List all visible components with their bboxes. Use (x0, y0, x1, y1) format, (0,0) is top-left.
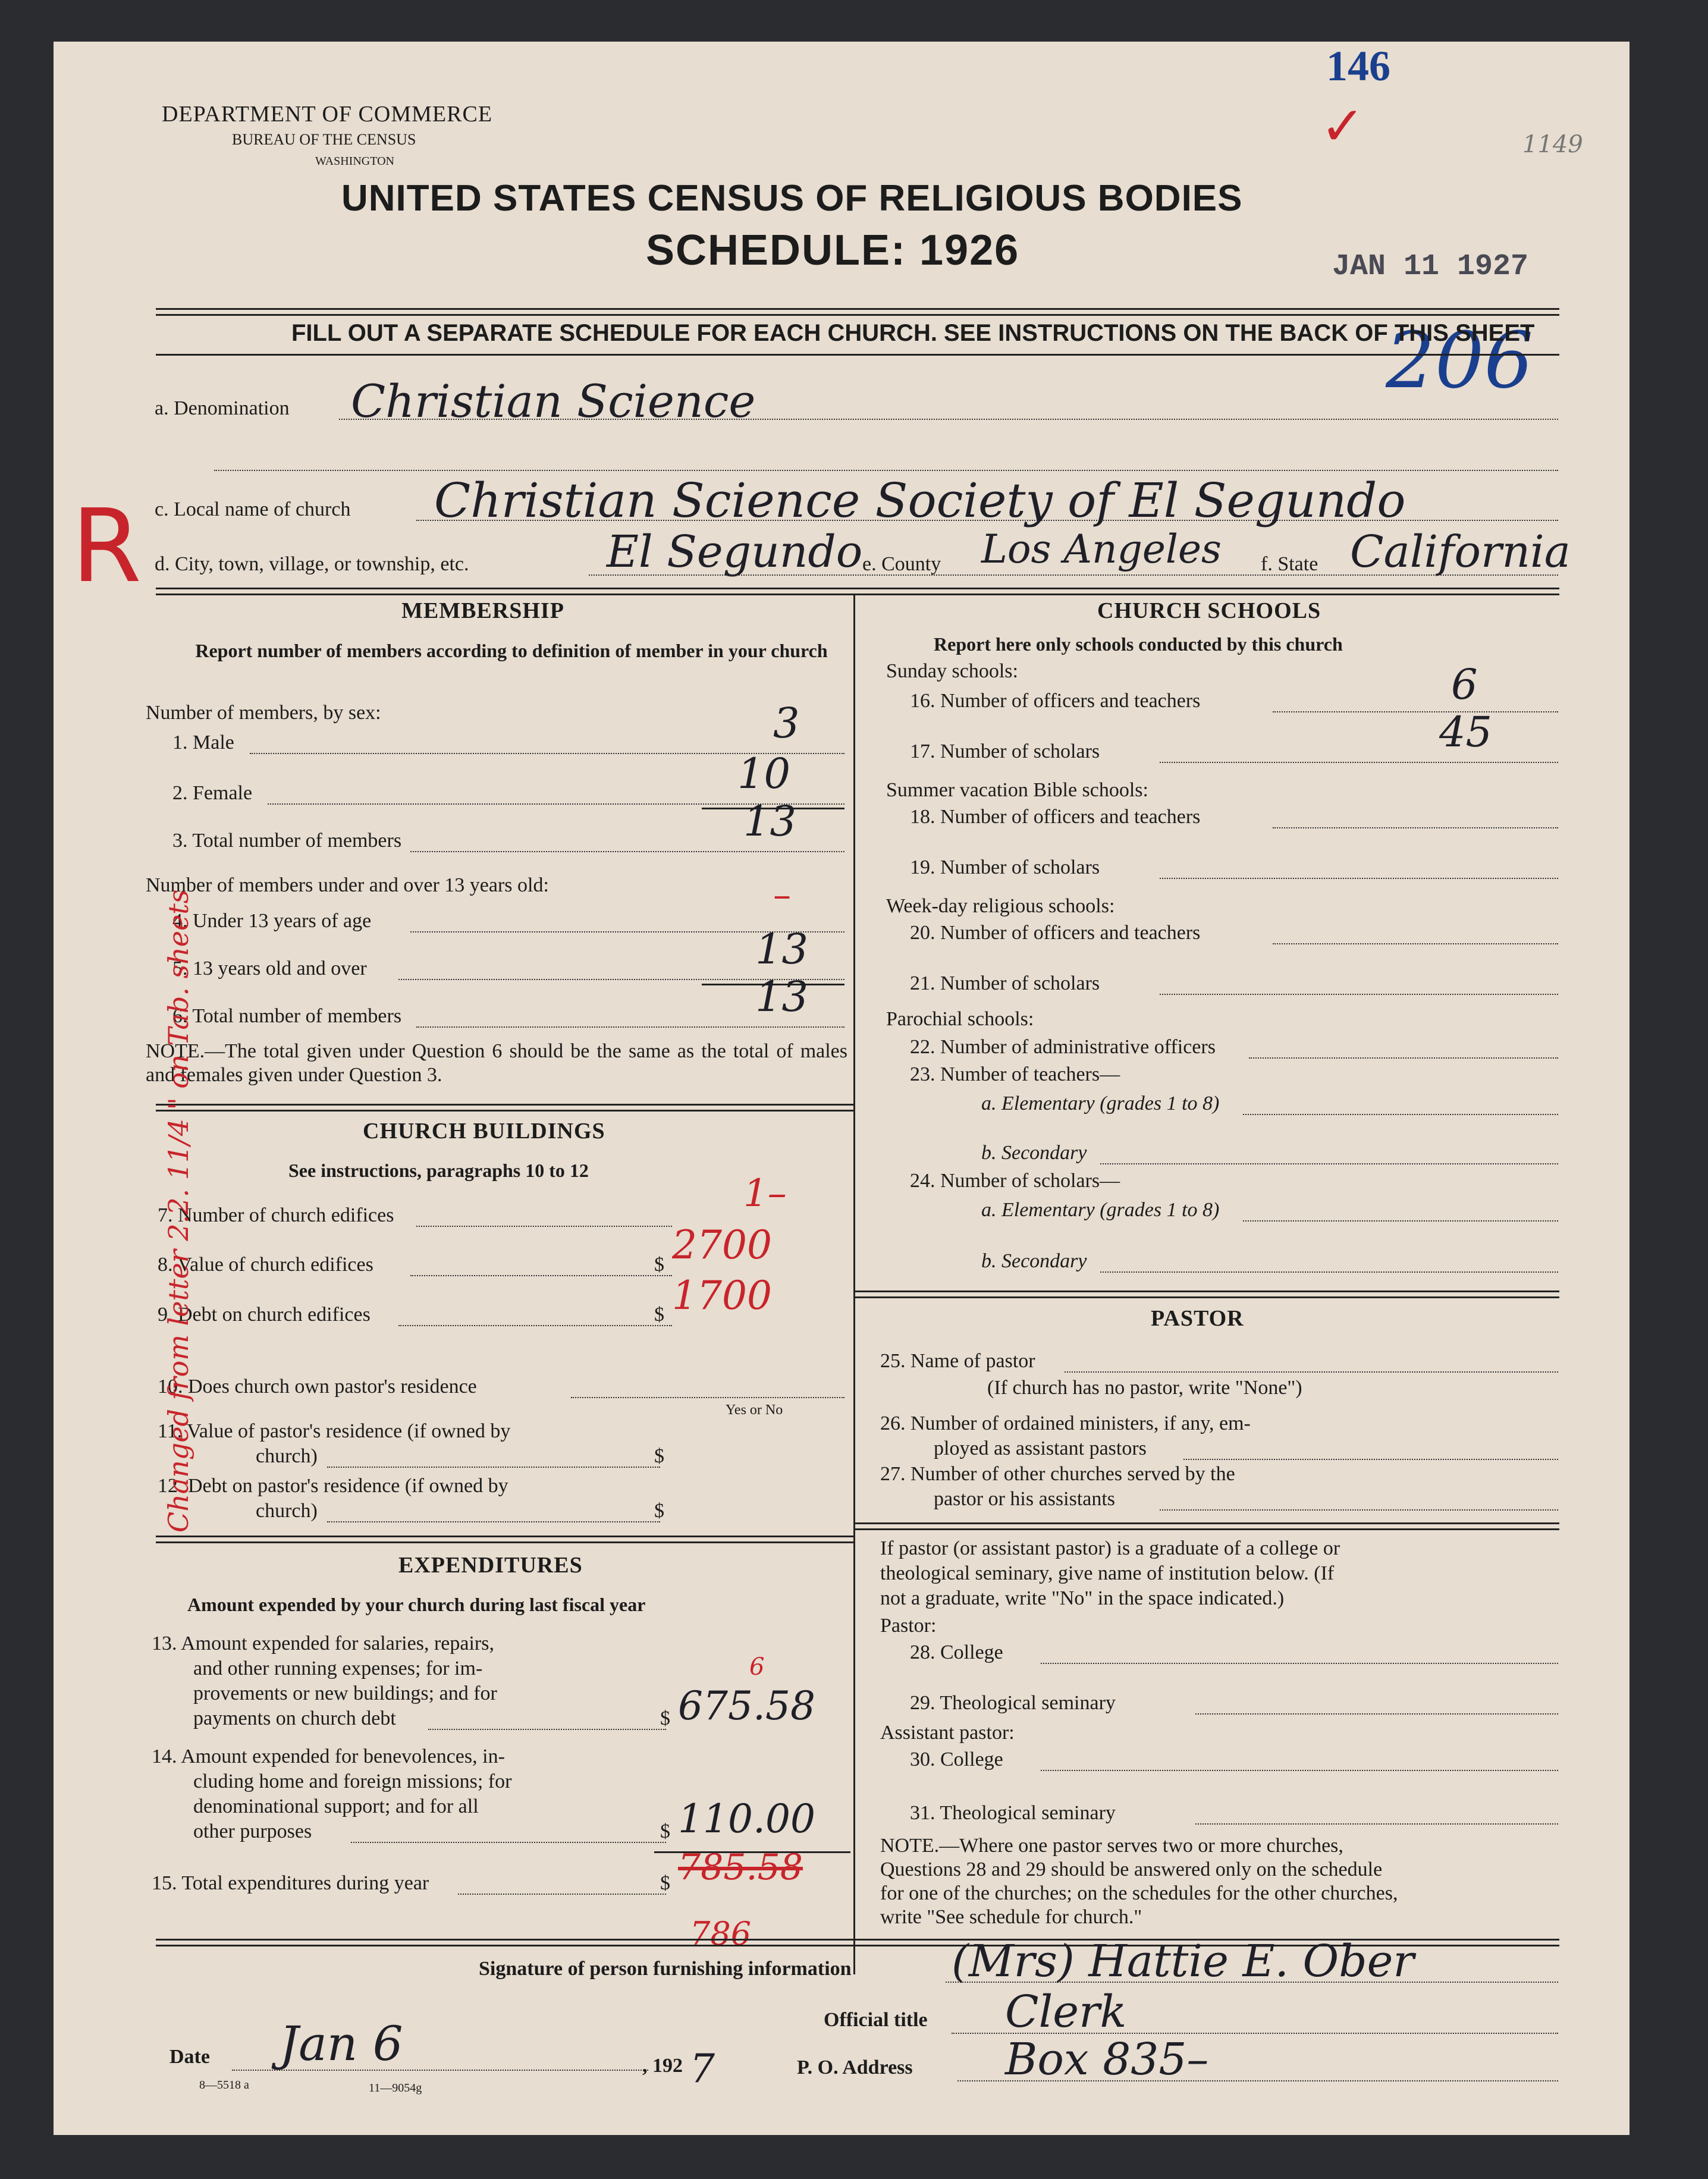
q3-value: 13 (743, 797, 797, 846)
q1-value: 3 (773, 699, 800, 748)
q13-line-4: payments on church debt (193, 1707, 396, 1729)
state-label: f. State (1261, 553, 1318, 575)
check-mark-icon: ✓ (1320, 95, 1365, 158)
margin-note: Changed from letter 2.2. 11/4 " on Tab. sheets (162, 889, 194, 1533)
q16-value: 6 (1451, 660, 1478, 709)
county-label: e. County (862, 553, 941, 575)
q13-line-2: and other running expenses; for im- (193, 1657, 483, 1679)
q19-label: 19. Number of scholars (910, 856, 1100, 878)
q24a-label: a. Elementary (grades 1 to 8) (981, 1199, 1220, 1221)
church-name-label: c. Local name of church (155, 498, 351, 520)
membership-title: MEMBERSHIP (401, 598, 564, 623)
q15-value: 785.58 (678, 1847, 803, 1888)
q8-dollar: $ (654, 1254, 664, 1276)
summer-label: Summer vacation Bible schools: (886, 779, 1148, 801)
q4-label: 4. Under 13 years of age (172, 910, 372, 932)
received-date-stamp: JAN 11 1927 (1332, 250, 1529, 284)
q21-label: 21. Number of scholars (910, 972, 1100, 994)
q14-line-1: 14. Amount expended for benevolences, in- (152, 1745, 505, 1767)
q23a-label: a. Elementary (grades 1 to 8) (981, 1092, 1220, 1114)
q6-value: 13 (755, 972, 809, 1021)
yes-no-hint: Yes or No (726, 1402, 783, 1418)
po-address-value: Box 835– (1005, 2034, 1209, 2085)
age-intro: Number of members under and over 13 years old: (146, 874, 549, 896)
schools-intro: Report here only schools conducted by this church (934, 633, 1343, 655)
q5-value: 13 (755, 925, 809, 974)
census-schedule-page (54, 42, 1629, 2135)
q18-label: 18. Number of officers and teachers (910, 806, 1201, 828)
county-value: Los Angeles (981, 526, 1222, 572)
expenditures-title: EXPENDITURES (398, 1553, 583, 1578)
q2-value: 10 (737, 749, 791, 798)
year-value: 7 (690, 2046, 715, 2092)
q12-label-2: church) (256, 1500, 318, 1522)
church-name-value: Christian Science Society of El Segundo (434, 473, 1406, 528)
q14-value: 110.00 (678, 1796, 815, 1842)
q13-value: 675.58 (678, 1683, 815, 1729)
q2-label: 2. Female (172, 782, 253, 804)
q10-label: 10. Does church own pastor's residence (158, 1376, 477, 1398)
q4-value: – (773, 874, 791, 916)
q27-label-2: pastor or his assistants (934, 1488, 1116, 1510)
q8-label: 8. Value of church edifices (158, 1254, 373, 1276)
q8-value: 2700 (672, 1222, 772, 1268)
q12-label: 12. Debt on pastor's residence (if owned by (158, 1475, 508, 1497)
city-heading: WASHINGTON (315, 155, 394, 168)
membership-note: NOTE.—The total given under Question 6 should be the same as the total of males and females given under Question 3. (146, 1040, 847, 1086)
q14-line-3: denominational support; and for all (193, 1795, 479, 1817)
grad-line-1: If pastor (or assistant pastor) is a graduate of a college or (880, 1537, 1340, 1559)
form-number: 146 (1326, 42, 1390, 90)
q17-value: 45 (1439, 708, 1493, 756)
q25-note: (If church has no pastor, write "None") (987, 1377, 1302, 1399)
q1-label: 1. Male (172, 731, 234, 753)
official-title-label: Official title (824, 2009, 928, 2031)
q22-label: 22. Number of administrative officers (910, 1036, 1216, 1058)
fill-instruction: FILL OUT A SEPARATE SCHEDULE FOR EACH CHURCH. SEE INSTRUCTIONS ON THE BACK OF THIS SHEET (291, 320, 1535, 346)
q23-label: 23. Number of teachers— (910, 1063, 1120, 1085)
membership-intro: Report number of members according to definition of member in your church (195, 640, 828, 661)
expenditures-intro: Amount expended by your church during last fiscal year (187, 1594, 646, 1615)
q15-dollar: $ (660, 1872, 670, 1894)
pastor-note-4: write "See schedule for church." (880, 1906, 1142, 1928)
buildings-title: CHURCH BUILDINGS (363, 1119, 605, 1144)
q29-label: 29. Theological seminary (910, 1692, 1116, 1714)
q31-label: 31. Theological seminary (910, 1802, 1116, 1824)
pastor-note-1: NOTE.—Where one pastor serves two or more churches, (880, 1835, 1343, 1857)
official-title-value: Clerk (1005, 1986, 1127, 2037)
signature-value: (Mrs) Hattie E. Ober (952, 1936, 1414, 1987)
q24b-label: b. Secondary (981, 1250, 1087, 1272)
parochial-label: Parochial schools: (886, 1008, 1034, 1030)
q23b-label: b. Secondary (981, 1142, 1087, 1164)
form-code: 8—5518 a (199, 2078, 249, 2092)
q14-dollar: $ (660, 1820, 670, 1842)
denomination-value: Christian Science (351, 375, 756, 428)
q13-dollar: $ (660, 1707, 670, 1729)
weekday-label: Week-day religious schools: (886, 895, 1115, 917)
schools-title: CHURCH SCHOOLS (1097, 598, 1321, 623)
q11-label: 11. Value of pastor's residence (if owned by (158, 1420, 511, 1442)
asst-pastor-label: Assistant pastor: (880, 1722, 1015, 1744)
q5-label: 5. 13 years old and over (172, 957, 367, 979)
q13-line-3: provements or new buildings; and for (193, 1682, 497, 1704)
q13-correction: 6 (749, 1653, 765, 1681)
sunday-label: Sunday schools: (886, 660, 1018, 682)
q12-dollar: $ (654, 1500, 664, 1522)
form-subtitle: SCHEDULE: 1926 (646, 227, 1020, 274)
q14-line-2: cluding home and foreign missions; for (193, 1770, 512, 1792)
q15-correction: 786 (690, 1915, 752, 1952)
q7-label: 7. Number of church edifices (158, 1204, 394, 1226)
q11-dollar: $ (654, 1445, 664, 1467)
q9-dollar: $ (654, 1304, 664, 1326)
q27-label: 27. Number of other churches served by the (880, 1463, 1235, 1485)
q11-label-2: church) (256, 1445, 318, 1467)
q17-label: 17. Number of scholars (910, 740, 1100, 762)
grad-line-2: theological seminary, give name of institution below. (If (880, 1562, 1335, 1584)
signature-label: Signature of person furnishing information (479, 1958, 852, 1980)
q6-label: 6. Total number of members (172, 1005, 402, 1027)
city-label: d. City, town, village, or township, etc. (155, 553, 469, 575)
q26-label-2: ployed as assistant pastors (934, 1437, 1147, 1459)
pastor-label: Pastor: (880, 1615, 937, 1637)
q16-label: 16. Number of officers and teachers (910, 690, 1201, 712)
q13-line-1: 13. Amount expended for salaries, repairs, (152, 1632, 494, 1654)
q20-label: 20. Number of officers and teachers (910, 922, 1201, 944)
q26-label: 26. Number of ordained ministers, if any, em- (880, 1412, 1251, 1434)
q15-label: 15. Total expenditures during year (152, 1872, 429, 1894)
denomination-label: a. Denomination (155, 397, 290, 419)
bureau-heading: BUREAU OF THE CENSUS (232, 131, 416, 148)
corner-number: 1149 (1522, 131, 1583, 158)
state-value: California (1350, 526, 1571, 577)
by-sex-label: Number of members, by sex: (146, 702, 381, 724)
q14-line-4: other purposes (193, 1820, 312, 1842)
q30-label: 30. College (910, 1748, 1003, 1770)
date-label: Date (169, 2046, 210, 2068)
q25-label: 25. Name of pastor (880, 1350, 1035, 1372)
pastor-note-3: for one of the churches; on the schedules for the other churches, (880, 1882, 1398, 1904)
buildings-intro: See instructions, paragraphs 10 to 12 (288, 1160, 589, 1181)
department-heading: DEPARTMENT OF COMMERCE (162, 102, 493, 127)
pastor-title: PASTOR (1151, 1306, 1244, 1331)
q9-label: 9. Debt on church edifices (158, 1304, 371, 1326)
po-address-label: P. O. Address (797, 2056, 913, 2078)
code-number: 206 (1386, 315, 1534, 406)
city-value: El Segundo (607, 526, 863, 577)
grad-line-3: not a graduate, write "No" in the space indicated.) (880, 1587, 1285, 1609)
q28-label: 28. College (910, 1641, 1003, 1663)
q9-value: 1700 (672, 1273, 772, 1318)
pastor-note-2: Questions 28 and 29 should be answered only on the schedule (880, 1858, 1383, 1880)
r-mark: R (71, 488, 142, 605)
q7-value: 1– (743, 1172, 787, 1216)
print-code: 11—9054g (369, 2081, 422, 2095)
form-title: UNITED STATES CENSUS OF RELIGIOUS BODIES (341, 178, 1243, 219)
date-value: Jan 6 (280, 2016, 403, 2071)
q24-label: 24. Number of scholars— (910, 1170, 1120, 1192)
year-prefix: , 192 (642, 2055, 683, 2077)
q3-label: 3. Total number of members (172, 830, 402, 852)
